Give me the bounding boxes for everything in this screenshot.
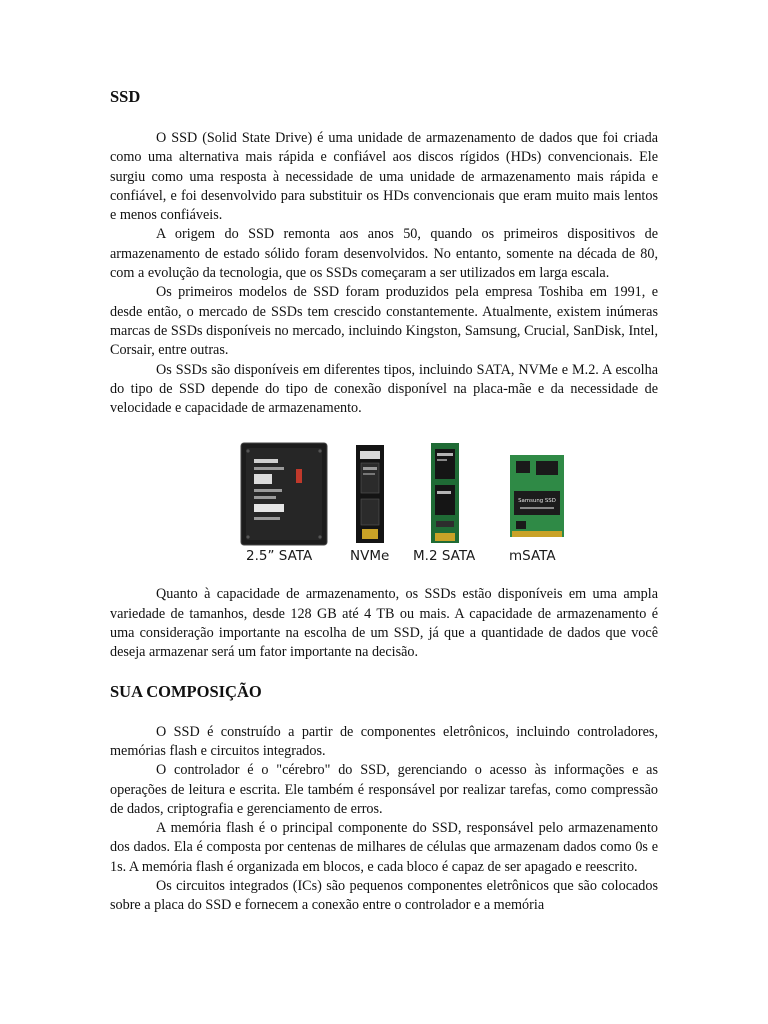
ssd-2-5-sata-image [240, 441, 330, 547]
paragraph: O SSD é construído a partir de componentes eletrônicos, incluindo controladores, memórias flash e circuitos integrados. [110, 723, 658, 759]
paragraph: Os SSDs são disponíveis em diferentes tipos, incluindo SATA, NVMe e M.2. A escolha do tipo de SSD depende do tipo de conexão disponível na placa-mãe e da necessidade de velocidade e capacidade de armazenamento. [110, 361, 658, 417]
paragraph: Os circuitos integrados (ICs) são pequenos componentes eletrônicos que são colocados sobre a placa do SSD e fornecem a conexão entre o controlador e a memória [110, 878, 658, 914]
paragraph: O controlador é o "cérebro" do SSD, gerenciando o acesso às informações e as operações de leitura e escrita. Ele também é responsável por realizar tarefas, como compressão de dados, criptografia e gerenciamento de erros. [110, 762, 658, 817]
paragraph: Quanto à capacidade de armazenamento, os SSDs estão disponíveis em uma ampla variedade de tamanhos, desde 128 GB até 4 TB ou mais. A capacidade de armazenamento é uma consideração importante na escolha de um SSD, já que a quantidade de dados que você deseja armazenar será um fator importante na decisão. [110, 586, 658, 661]
figure-label-m2-sata: M.2 SATA [413, 548, 476, 565]
paragraph: A origem do SSD remonta aos anos 50, quando os primeiros dispositivos de armazenamento de estado sólido foram desenvolvidos. No entanto, somente na década de 80, com a evolução da tecnologia, que os SSDs começaram a ser utilizados em larga escala. [110, 226, 658, 282]
ssd-m2-sata-image [428, 441, 462, 547]
document-page [110, 86, 658, 916]
paragraph: O SSD (Solid State Drive) é uma unidade de armazenamento de dados que foi criada como uma alternativa mais rápida e confiável aos discos rígidos (HDs) convencionais. Ele surgiu como uma resposta à necessidade de uma unidade de armazenamento mais rápida e confiável, e foi desenvolvido para substituir os HDs convencionais que eram muito mais lentos e menos confiáveis. [110, 130, 658, 224]
ssd-types-figure [110, 441, 658, 565]
figure-label-nvme: NVMe [350, 548, 390, 565]
paragraph: Os primeiros modelos de SSD foram produzidos pela empresa Toshiba em 1991, e desde então, o mercado de SSDs tem crescido constantemente. Atualmente, existem inúmeras marcas de SSDs disponíveis no mercado, incluindo Kingston, Samsung, Crucial, SanDisk, Intel, Corsair, entre outras. [110, 284, 658, 359]
ssd-msata-image [508, 453, 568, 541]
section-heading-composicao: SUA COMPOSIÇÃO [110, 681, 262, 701]
figure-label-2-5-sata: 2.5” SATA [246, 548, 313, 565]
msata-chip-label: Samsung SSD [518, 498, 556, 505]
ssd-nvme-image [353, 441, 387, 547]
figure-label-msata: mSATA [509, 548, 556, 565]
section-heading-ssd: SSD [110, 87, 141, 106]
paragraph: A memória flash é o principal componente do SSD, responsável pelo armazenamento dos dados. Ela é composta por centenas de milhares de células que armazenam dados como 0s e 1s. A memória flash é organizada em blocos, e cada bloco é capaz de ser apagado e reescrito. [110, 820, 658, 875]
